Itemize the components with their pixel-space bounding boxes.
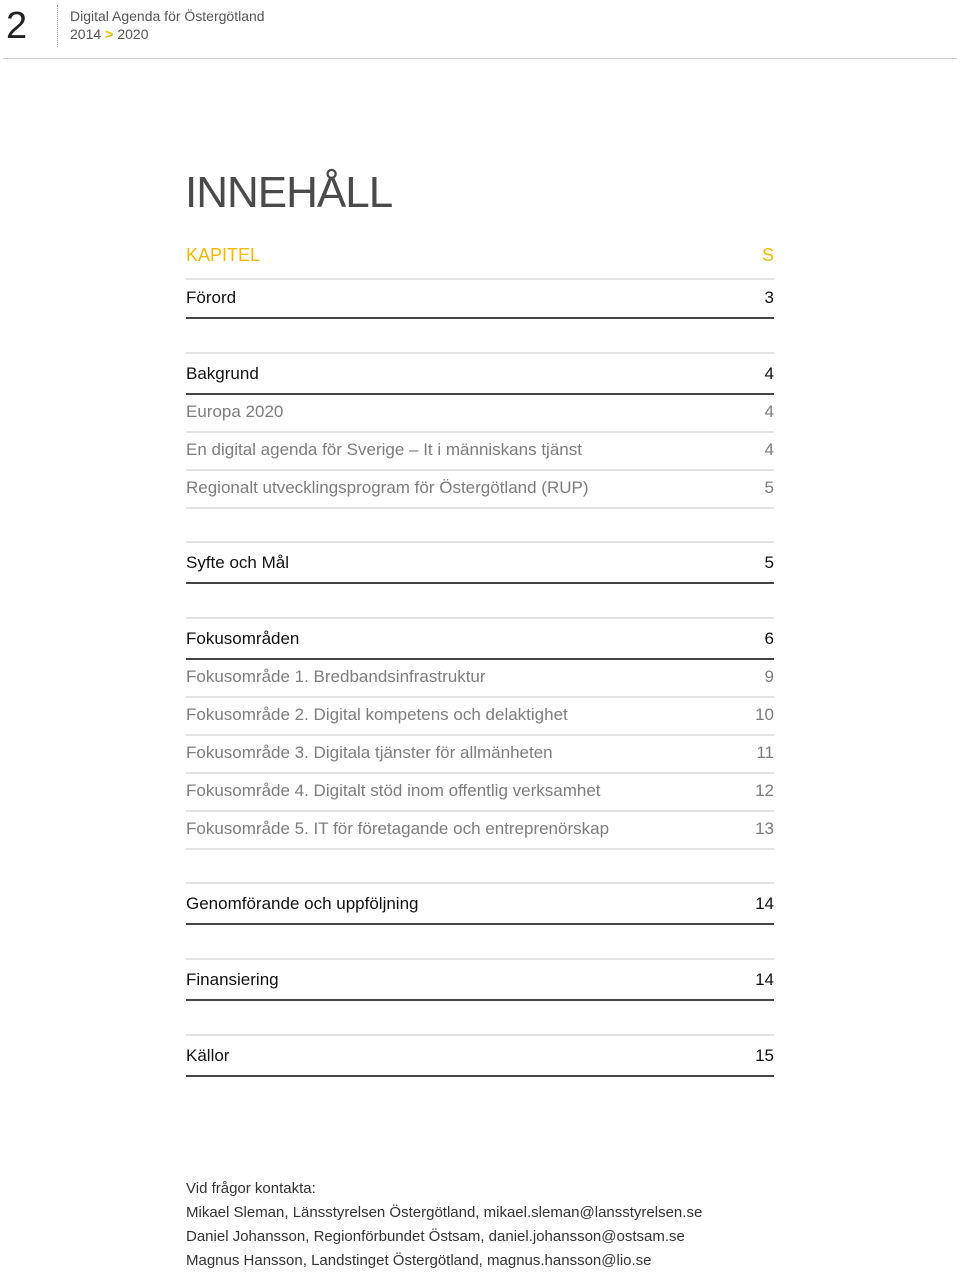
year-end: 2020	[117, 26, 149, 42]
toc-entry[interactable]	[186, 886, 774, 925]
toc-entry-page: 4	[764, 402, 774, 421]
toc-entry[interactable]	[186, 659, 774, 698]
chevron-right-icon: >	[105, 26, 114, 42]
section-divider	[186, 541, 774, 543]
toc-entry-title: Finansiering	[186, 970, 279, 989]
toc-entry-page: 4	[764, 440, 774, 459]
section-divider	[186, 617, 774, 619]
toc-entry-page: 5	[764, 478, 774, 497]
toc-entry-title: Fokusområde 3. Digitala tjänster för allmänheten	[186, 743, 553, 762]
toc-entry[interactable]	[186, 280, 774, 319]
section-divider	[186, 882, 774, 884]
toc-entry-page: 12	[755, 781, 774, 800]
toc-entry-title: Regionalt utvecklingsprogram för Östergötland (RUP)	[186, 478, 589, 497]
page-title: INNEHÅLL	[185, 168, 393, 217]
toc-entry-page: 6	[764, 629, 774, 648]
toc-entry[interactable]	[186, 697, 774, 736]
toc-entry-title: Fokusområde 4. Digitalt stöd inom offentlig verksamhet	[186, 781, 601, 800]
toc-entry-page: 10	[755, 705, 774, 724]
toc-entry-title: Bakgrund	[186, 364, 259, 383]
section-divider	[186, 1034, 774, 1036]
toc-entry-title: Källor	[186, 1046, 230, 1065]
toc-entry-page: 14	[755, 970, 774, 989]
year-start: 2014	[70, 26, 102, 42]
section-divider	[186, 352, 774, 354]
toc-entry-title: Förord	[186, 288, 237, 307]
toc-entry-title: Genomförande och uppföljning	[186, 894, 419, 913]
toc-entry-page: 11	[756, 743, 774, 762]
toc-entry[interactable]	[186, 1038, 774, 1077]
contact-line: Daniel Johansson, Regionförbundet Östsam, daniel.johansson@ostsam.se	[186, 1228, 685, 1245]
toc-entry-title: Europa 2020	[186, 402, 284, 421]
toc-entry[interactable]	[186, 394, 774, 433]
contact-line: Magnus Hansson, Landstinget Östergötland, magnus.hansson@lio.se	[186, 1252, 652, 1269]
toc-entry-page: 5	[764, 553, 774, 572]
toc-entry-title: Fokusområden	[186, 629, 300, 648]
toc-entry[interactable]	[186, 735, 774, 774]
toc-entry-title: Fokusområde 5. IT för företagande och entreprenörskap	[186, 819, 610, 838]
toc-entry-title: Syfte och Mål	[186, 553, 289, 572]
toc-entry[interactable]	[186, 432, 774, 471]
toc-entry[interactable]	[186, 962, 774, 1001]
toc-entry[interactable]	[186, 621, 774, 660]
toc-entry-page: 13	[755, 819, 774, 838]
toc-entry-title: En digital agenda för Sverige – It i människans tjänst	[186, 440, 582, 459]
toc-entry[interactable]	[186, 356, 774, 395]
header-divider	[57, 5, 58, 47]
toc-entry-page: 3	[764, 288, 774, 307]
page-number: 2	[6, 5, 28, 47]
toc-entry-title: Fokusområde 1. Bredbandsinfrastruktur	[186, 667, 486, 686]
document-years	[70, 26, 149, 43]
contact-line: Mikael Sleman, Länsstyrelsen Östergötland, mikael.sleman@lansstyrelsen.se	[186, 1204, 703, 1221]
section-divider	[186, 958, 774, 960]
toc-entry-page: 9	[764, 667, 774, 686]
toc-entry[interactable]	[186, 811, 774, 850]
toc-entry[interactable]	[186, 545, 774, 584]
toc-entry-page: 15	[755, 1046, 774, 1065]
toc-entry-page: 4	[764, 364, 774, 383]
toc-page-heading: S	[761, 245, 774, 265]
contact-heading: Vid frågor kontakta:	[186, 1180, 316, 1197]
document-title: Digital Agenda för Östergötland	[70, 8, 265, 24]
contact-block	[186, 1177, 702, 1273]
toc-entry[interactable]	[186, 773, 774, 812]
table-of-contents	[186, 0, 774, 1268]
toc-entry-page: 14	[755, 894, 774, 913]
toc-chapter-heading: KAPITEL	[186, 245, 261, 265]
toc-entry[interactable]	[186, 470, 774, 509]
toc-entry-title: Fokusområde 2. Digital kompetens och delaktighet	[186, 705, 568, 724]
